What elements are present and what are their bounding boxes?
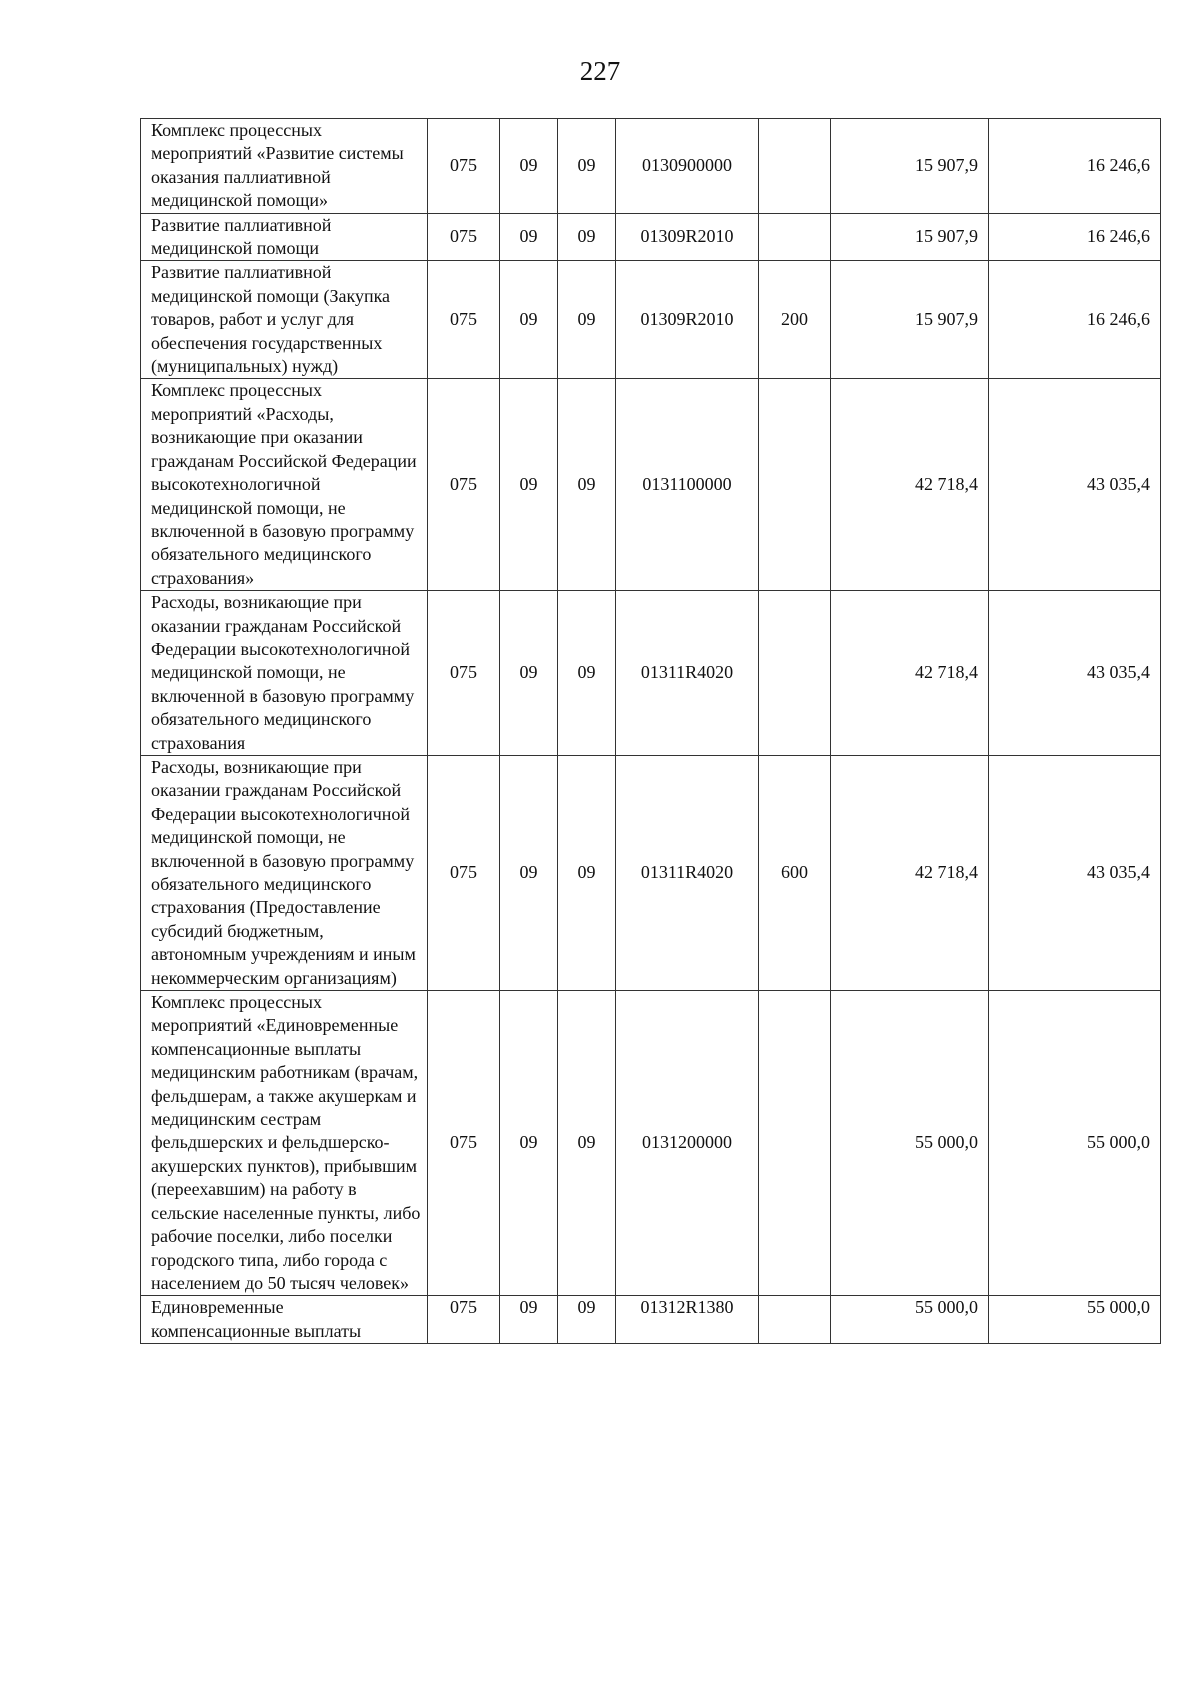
row-name: Расходы, возникающие при оказании гражданам Российской Федерации высокотехнологичной медицинской помощи, не включенной в базовую программу обязательного медицинского страхования (Предоставление субсидий бюджетным, автономным учреждениям и иным некоммерческим организациям) bbox=[141, 755, 428, 990]
row-ved: 075 bbox=[428, 379, 500, 591]
row-subsection: 09 bbox=[558, 379, 616, 591]
row-target-code: 0130900000 bbox=[616, 119, 759, 214]
row-amount-year2: 16 246,6 bbox=[989, 119, 1161, 214]
row-amount-year2: 43 035,4 bbox=[989, 591, 1161, 756]
row-amount-year2: 16 246,6 bbox=[989, 213, 1161, 261]
row-section: 09 bbox=[500, 119, 558, 214]
row-amount-year2: 43 035,4 bbox=[989, 379, 1161, 591]
row-target-code: 0131100000 bbox=[616, 379, 759, 591]
row-expense-type bbox=[759, 213, 831, 261]
row-amount-year1: 42 718,4 bbox=[831, 591, 989, 756]
row-subsection: 09 bbox=[558, 213, 616, 261]
row-section: 09 bbox=[500, 591, 558, 756]
row-name: Расходы, возникающие при оказании гражданам Российской Федерации высокотехнологичной медицинской помощи, не включенной в базовую программу обязательного медицинского страхования bbox=[141, 591, 428, 756]
row-subsection: 09 bbox=[558, 591, 616, 756]
row-name: Комплекс процессных мероприятий «Развитие системы оказания паллиативной медицинской помощи» bbox=[141, 119, 428, 214]
row-expense-type bbox=[759, 119, 831, 214]
table-row bbox=[141, 1296, 1161, 1344]
row-subsection: 09 bbox=[558, 119, 616, 214]
row-section: 09 bbox=[500, 379, 558, 591]
row-expense-type bbox=[759, 379, 831, 591]
row-amount-year1: 55 000,0 bbox=[831, 991, 989, 1296]
row-ved: 075 bbox=[428, 213, 500, 261]
table-row bbox=[141, 991, 1161, 1296]
row-section: 09 bbox=[500, 1296, 558, 1344]
row-amount-year2: 55 000,0 bbox=[989, 991, 1161, 1296]
row-expense-type: 600 bbox=[759, 755, 831, 990]
row-name: Развитие паллиативной медицинской помощи (Закупка товаров, работ и услуг для обеспечения государственных (муниципальных) нужд) bbox=[141, 261, 428, 379]
row-subsection: 09 bbox=[558, 991, 616, 1296]
row-subsection: 09 bbox=[558, 755, 616, 990]
budget-table bbox=[140, 118, 1161, 1344]
row-target-code: 01311R4020 bbox=[616, 591, 759, 756]
row-name: Единовременные компенсационные выплаты bbox=[141, 1296, 428, 1344]
row-target-code: 01312R1380 bbox=[616, 1296, 759, 1344]
table-row bbox=[141, 261, 1161, 379]
row-ved: 075 bbox=[428, 755, 500, 990]
row-target-code: 01309R2010 bbox=[616, 213, 759, 261]
page-number: 227 bbox=[579, 56, 621, 86]
row-ved: 075 bbox=[428, 991, 500, 1296]
row-target-code: 0131200000 bbox=[616, 991, 759, 1296]
row-amount-year1: 42 718,4 bbox=[831, 755, 989, 990]
row-subsection: 09 bbox=[558, 1296, 616, 1344]
row-name: Комплекс процессных мероприятий «Расходы, возникающие при оказании гражданам Российской Федерации высокотехнологичной медицинской помощи, не включенной в базовую программу обязательного медицинского страхования» bbox=[141, 379, 428, 591]
row-expense-type bbox=[759, 991, 831, 1296]
row-section: 09 bbox=[500, 213, 558, 261]
row-expense-type bbox=[759, 1296, 831, 1344]
row-amount-year1: 15 907,9 bbox=[831, 261, 989, 379]
row-section: 09 bbox=[500, 991, 558, 1296]
row-name: Развитие паллиативной медицинской помощи bbox=[141, 213, 428, 261]
row-amount-year1: 15 907,9 bbox=[831, 119, 989, 214]
row-section: 09 bbox=[500, 261, 558, 379]
row-ved: 075 bbox=[428, 1296, 500, 1344]
table-row bbox=[141, 119, 1161, 214]
row-ved: 075 bbox=[428, 591, 500, 756]
row-name: Комплекс процессных мероприятий «Единовременные компенсационные выплаты медицинским работникам (врачам, фельдшерам, а также акушеркам и медицинским сестрам фельдшерских и фельдшерско-акушерских пунктов), прибывшим (переехавшим) на работу в сельские населенные пункты, либо рабочие поселки, либо поселки городского типа, либо города с населением до 50 тысяч человек» bbox=[141, 991, 428, 1296]
row-expense-type bbox=[759, 591, 831, 756]
row-section: 09 bbox=[500, 755, 558, 990]
row-expense-type: 200 bbox=[759, 261, 831, 379]
row-amount-year1: 42 718,4 bbox=[831, 379, 989, 591]
row-amount-year2: 16 246,6 bbox=[989, 261, 1161, 379]
row-amount-year2: 43 035,4 bbox=[989, 755, 1161, 990]
row-target-code: 01309R2010 bbox=[616, 261, 759, 379]
row-ved: 075 bbox=[428, 119, 500, 214]
row-amount-year2: 55 000,0 bbox=[989, 1296, 1161, 1344]
table-row bbox=[141, 213, 1161, 261]
row-amount-year1: 55 000,0 bbox=[831, 1296, 989, 1344]
table-row bbox=[141, 755, 1161, 990]
table-row bbox=[141, 591, 1161, 756]
row-ved: 075 bbox=[428, 261, 500, 379]
table-row bbox=[141, 379, 1161, 591]
row-subsection: 09 bbox=[558, 261, 616, 379]
row-target-code: 01311R4020 bbox=[616, 755, 759, 990]
row-amount-year1: 15 907,9 bbox=[831, 213, 989, 261]
